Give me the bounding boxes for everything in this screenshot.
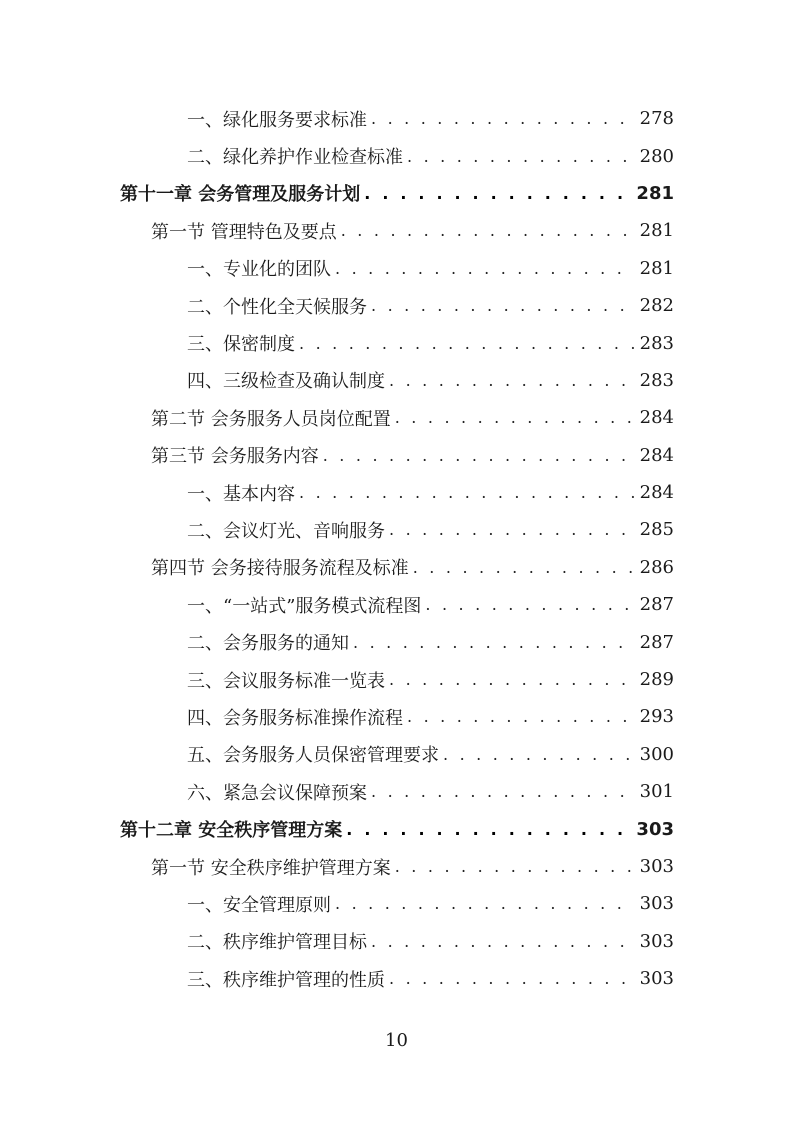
toc-entry-title: 三、秩序维护管理的性质 [187, 969, 385, 991]
toc-entry-title: 一、“一站式”服务模式流程图 [187, 595, 422, 617]
toc-entry-title: 六、紧急会议保障预案 [187, 782, 367, 804]
toc-leader-dots [395, 408, 634, 427]
toc-entry-chapter[interactable] [0, 175, 793, 212]
toc-entry-title: 二、会议灯光、音响服务 [187, 520, 385, 542]
toc-entry-title: 二、秩序维护管理目标 [187, 932, 367, 954]
toc-entry-title: 二、个性化全天候服务 [187, 296, 367, 318]
toc-entry-title: 一、基本内容 [187, 483, 295, 505]
toc-entry-title: 一、专业化的团队 [187, 259, 331, 281]
toc-entry-item[interactable] [0, 362, 793, 399]
toc-entry-title: 第十二章 安全秩序管理方案 [120, 820, 343, 842]
toc-entry-title: 四、三级检查及确认制度 [187, 371, 385, 393]
toc-entry-item[interactable] [0, 960, 793, 997]
toc-entry-page: 285 [639, 519, 674, 541]
toc-leader-dots [341, 221, 634, 240]
toc-leader-dots [389, 371, 634, 390]
page-number: 10 [385, 1030, 408, 1051]
toc-entry-page: 281 [639, 257, 674, 279]
toc-entry-section[interactable] [0, 848, 793, 885]
toc-leader-dots [389, 670, 634, 689]
toc-leader-dots [413, 558, 634, 577]
toc-leader-dots [443, 745, 634, 764]
toc-entry-page: 287 [639, 631, 674, 653]
toc-leader-dots [371, 782, 634, 801]
toc-entry-page: 284 [639, 407, 674, 429]
toc-entry-title: 第十一章 会务管理及服务计划 [120, 184, 361, 206]
toc-entry-page: 282 [639, 295, 674, 317]
toc-leader-dots [299, 483, 634, 502]
toc-leader-dots [364, 184, 634, 203]
toc-entry-item[interactable] [0, 586, 793, 623]
toc-entry-page: 289 [639, 669, 674, 691]
toc-leader-dots [299, 334, 634, 353]
toc-entry-title: 三、会议服务标准一览表 [187, 670, 385, 692]
toc-entry-item[interactable] [0, 661, 793, 698]
toc-entry-item[interactable] [0, 474, 793, 511]
toc-entry-item[interactable] [0, 250, 793, 287]
toc-entry-title: 二、会务服务的通知 [187, 633, 349, 655]
toc-entry-title: 第一节 管理特色及要点 [151, 221, 337, 243]
toc-leader-dots [407, 147, 634, 166]
toc-entry-page: 303 [639, 856, 674, 877]
toc-entry-page: 293 [639, 706, 674, 728]
toc-entry-page: 278 [639, 108, 674, 130]
toc-entry-page: 280 [639, 145, 674, 167]
toc-entry-title: 第一节 安全秩序维护管理方案 [151, 857, 391, 879]
toc-entry-title: 四、会务服务标准操作流程 [187, 707, 403, 729]
toc-entry-page: 301 [639, 781, 674, 803]
toc-entry-item[interactable] [0, 100, 793, 137]
toc-entry-page: 300 [639, 743, 674, 765]
toc-entry-title: 五、会务服务人员保密管理要求 [187, 745, 439, 767]
toc-leader-dots [389, 520, 634, 539]
toc-entry-title: 二、绿化养护作业检查标准 [187, 147, 403, 169]
toc-entry-page: 303 [639, 930, 674, 952]
toc-entry-page: 281 [639, 220, 674, 242]
toc-entry-page: 281 [636, 182, 674, 204]
toc-entry-item[interactable] [0, 773, 793, 810]
toc-entry-section[interactable] [0, 549, 793, 586]
toc-leader-dots [353, 633, 634, 652]
toc-entry-page: 284 [639, 444, 674, 466]
toc-entry-item[interactable] [0, 287, 793, 324]
table-of-contents [0, 100, 793, 997]
toc-entry-page: 283 [639, 332, 674, 354]
toc-leader-dots [407, 707, 634, 726]
toc-entry-page: 287 [639, 594, 674, 616]
toc-leader-dots [371, 296, 634, 315]
toc-entry-title: 一、安全管理原则 [187, 894, 331, 916]
toc-entry-item[interactable] [0, 923, 793, 960]
toc-entry-section[interactable] [0, 437, 793, 474]
toc-entry-title: 第三节 会务服务内容 [151, 446, 319, 468]
toc-entry-page: 284 [639, 482, 674, 504]
toc-leader-dots [425, 595, 634, 614]
toc-entry-title: 一、绿化服务要求标准 [187, 109, 367, 131]
toc-entry-page: 286 [639, 556, 674, 578]
toc-entry-item[interactable] [0, 623, 793, 660]
toc-entry-title: 第二节 会务服务人员岗位配置 [151, 408, 391, 430]
toc-leader-dots [335, 894, 634, 913]
toc-leader-dots [395, 857, 634, 876]
toc-entry-item[interactable] [0, 511, 793, 548]
toc-entry-item[interactable] [0, 137, 793, 174]
toc-entry-section[interactable] [0, 212, 793, 249]
toc-leader-dots [389, 969, 634, 988]
toc-entry-page: 283 [639, 369, 674, 391]
toc-leader-dots [323, 446, 634, 465]
toc-entry-item[interactable] [0, 736, 793, 773]
toc-entry-item[interactable] [0, 885, 793, 922]
toc-entry-item[interactable] [0, 698, 793, 735]
toc-entry-page: 303 [636, 818, 674, 840]
toc-entry-title: 三、保密制度 [187, 334, 295, 356]
toc-leader-dots [335, 259, 634, 278]
toc-entry-page: 303 [639, 968, 674, 990]
toc-leader-dots [371, 932, 634, 951]
toc-entry-section[interactable] [0, 399, 793, 436]
toc-entry-page: 303 [639, 893, 674, 915]
toc-leader-dots [371, 109, 634, 128]
toc-entry-item[interactable] [0, 324, 793, 361]
toc-entry-title: 第四节 会务接待服务流程及标准 [151, 558, 409, 580]
toc-entry-chapter[interactable] [0, 810, 793, 847]
toc-leader-dots [346, 820, 634, 839]
